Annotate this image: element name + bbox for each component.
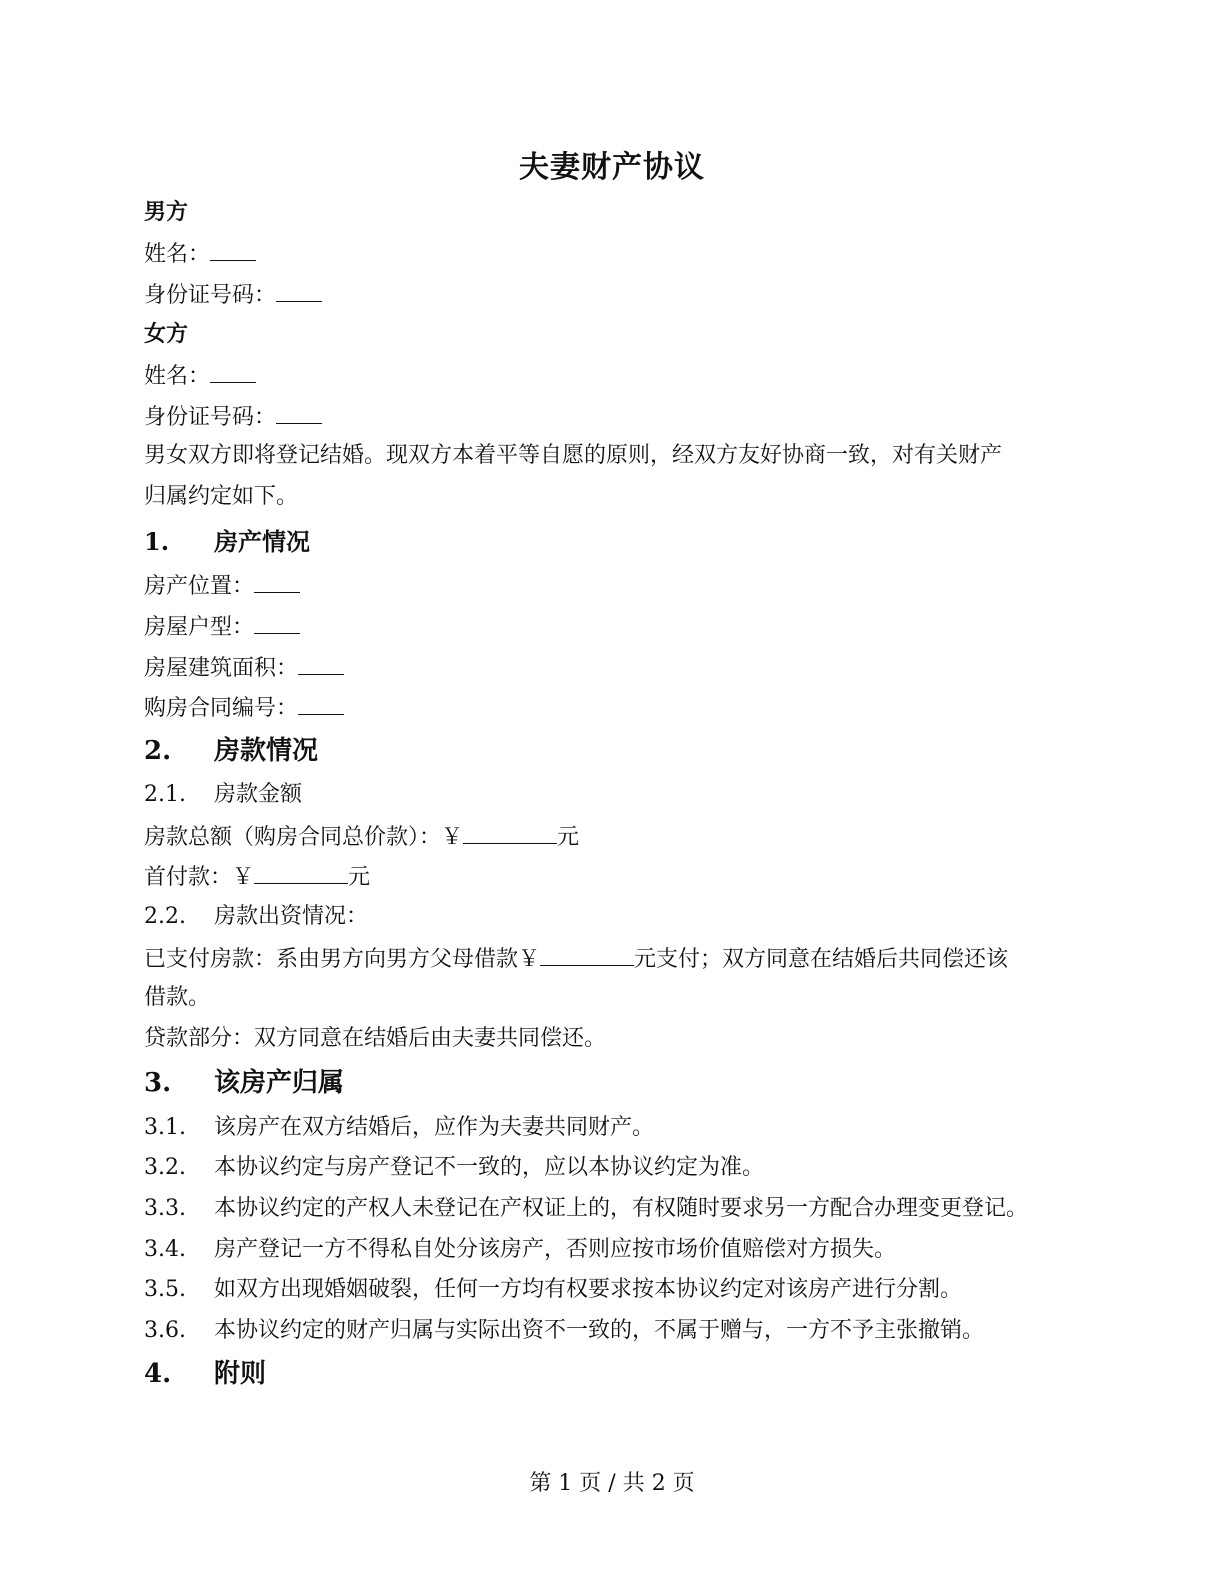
property-location-field <box>144 570 300 602</box>
down-payment-blank <box>254 861 348 884</box>
female-id-field <box>144 401 322 433</box>
female-name-label: 姓名： <box>144 364 211 389</box>
total-price-unit: 元 <box>557 825 580 850</box>
clause-3-4 <box>144 1235 896 1265</box>
male-heading: 男方 <box>144 199 189 225</box>
clause-3-2 <box>144 1153 764 1183</box>
property-location-blank <box>254 570 300 593</box>
section-4-title: 附则 <box>214 1359 267 1389</box>
paid-amount-suffix: 元支付；双方同意在结婚后共同偿还该 <box>634 947 1009 972</box>
clause-text: 如双方出现婚姻破裂，任何一方均有权要求按本协议约定对该房产进行分割。 <box>214 1277 963 1302</box>
clause-text: 房产登记一方不得私自处分该房产，否则应按市场价值赔偿对方损失。 <box>214 1237 897 1262</box>
house-type-blank <box>254 611 300 634</box>
clause-number: 3.1. <box>144 1115 186 1140</box>
clause-text: 本协议约定与房产登记不一致的，应以本协议约定为准。 <box>214 1155 765 1180</box>
male-name-blank <box>210 238 256 261</box>
female-heading: 女方 <box>144 321 189 347</box>
clause-text: 本协议约定的财产归属与实际出资不一致的，不属于赠与，一方不予主张撤销。 <box>214 1318 985 1343</box>
total-price-blank <box>463 821 557 844</box>
contract-number-label: 购房合同编号： <box>144 696 299 721</box>
subsection-2-1 <box>144 780 302 810</box>
house-type-label: 房屋户型： <box>144 615 255 640</box>
total-price-label: 房款总额（购房合同总价款）：￥ <box>144 825 464 850</box>
paid-amount-prefix: 已支付房款：系由男方向男方父母借款￥ <box>144 947 541 972</box>
clause-number: 3.5. <box>144 1277 186 1302</box>
paid-amount-field <box>144 943 1008 975</box>
paid-amount-blank <box>540 943 634 966</box>
section-2-title: 房款情况 <box>214 736 319 766</box>
female-id-label: 身份证号码： <box>144 405 277 430</box>
intro-line-1: 男女双方即将登记结婚。现双方本着平等自愿的原则，经双方友好协商一致，对有关财产 <box>144 443 1003 468</box>
section-3-number: 3. <box>144 1068 172 1098</box>
clause-number: 3.3. <box>144 1196 186 1221</box>
total-price-field <box>144 821 579 853</box>
clause-text: 该房产在双方结婚后，应作为夫妻共同财产。 <box>214 1115 655 1140</box>
contract-number-field <box>144 692 344 724</box>
contract-number-blank <box>298 692 344 715</box>
paid-amount-line-2: 借款。 <box>144 985 211 1010</box>
section-1-heading <box>144 527 310 557</box>
section-1-title: 房产情况 <box>214 527 310 556</box>
section-4-heading <box>144 1359 266 1389</box>
subsection-2-2 <box>144 902 368 932</box>
female-name-blank <box>210 360 256 383</box>
female-name-field <box>144 360 256 392</box>
male-name-field <box>144 238 256 270</box>
section-1-number: 1. <box>144 527 170 556</box>
house-type-field <box>144 611 300 643</box>
building-area-blank <box>298 652 344 675</box>
clause-3-6 <box>144 1316 984 1346</box>
intro-line-2: 归属约定如下。 <box>144 484 299 509</box>
down-payment-field <box>144 861 370 893</box>
clause-number: 3.6. <box>144 1318 186 1343</box>
clause-3-1 <box>144 1113 654 1143</box>
clause-3-3 <box>144 1194 1028 1224</box>
subsection-2-2-number: 2.2. <box>144 904 186 929</box>
clause-3-5 <box>144 1275 962 1305</box>
subsection-2-1-number: 2.1. <box>144 782 186 807</box>
clause-number: 3.2. <box>144 1155 186 1180</box>
section-2-heading <box>144 736 318 766</box>
male-name-label: 姓名： <box>144 242 211 267</box>
male-id-field <box>144 279 322 311</box>
section-4-number: 4. <box>144 1359 172 1389</box>
female-id-blank <box>276 401 322 424</box>
building-area-label: 房屋建筑面积： <box>144 656 299 681</box>
section-3-title: 该房产归属 <box>214 1068 345 1098</box>
subsection-2-2-title: 房款出资情况： <box>214 904 369 929</box>
subsection-2-1-title: 房款金额 <box>214 782 303 807</box>
clause-text: 本协议约定的产权人未登记在产权证上的，有权随时要求另一方配合办理变更登记。 <box>214 1196 1029 1221</box>
section-2-number: 2. <box>144 736 172 766</box>
clause-number: 3.4. <box>144 1237 186 1262</box>
page-footer: 第 1 页 / 共 2 页 <box>529 1471 695 1496</box>
male-id-label: 身份证号码： <box>144 283 277 308</box>
down-payment-unit: 元 <box>348 865 371 890</box>
building-area-field <box>144 652 344 684</box>
down-payment-label: 首付款：￥ <box>144 865 255 890</box>
section-3-heading <box>144 1068 344 1098</box>
property-location-label: 房产位置： <box>144 574 255 599</box>
document-title: 夫妻财产协议 <box>519 150 705 185</box>
loan-clause: 贷款部分：双方同意在结婚后由夫妻共同偿还。 <box>144 1026 607 1051</box>
male-id-blank <box>276 279 322 302</box>
